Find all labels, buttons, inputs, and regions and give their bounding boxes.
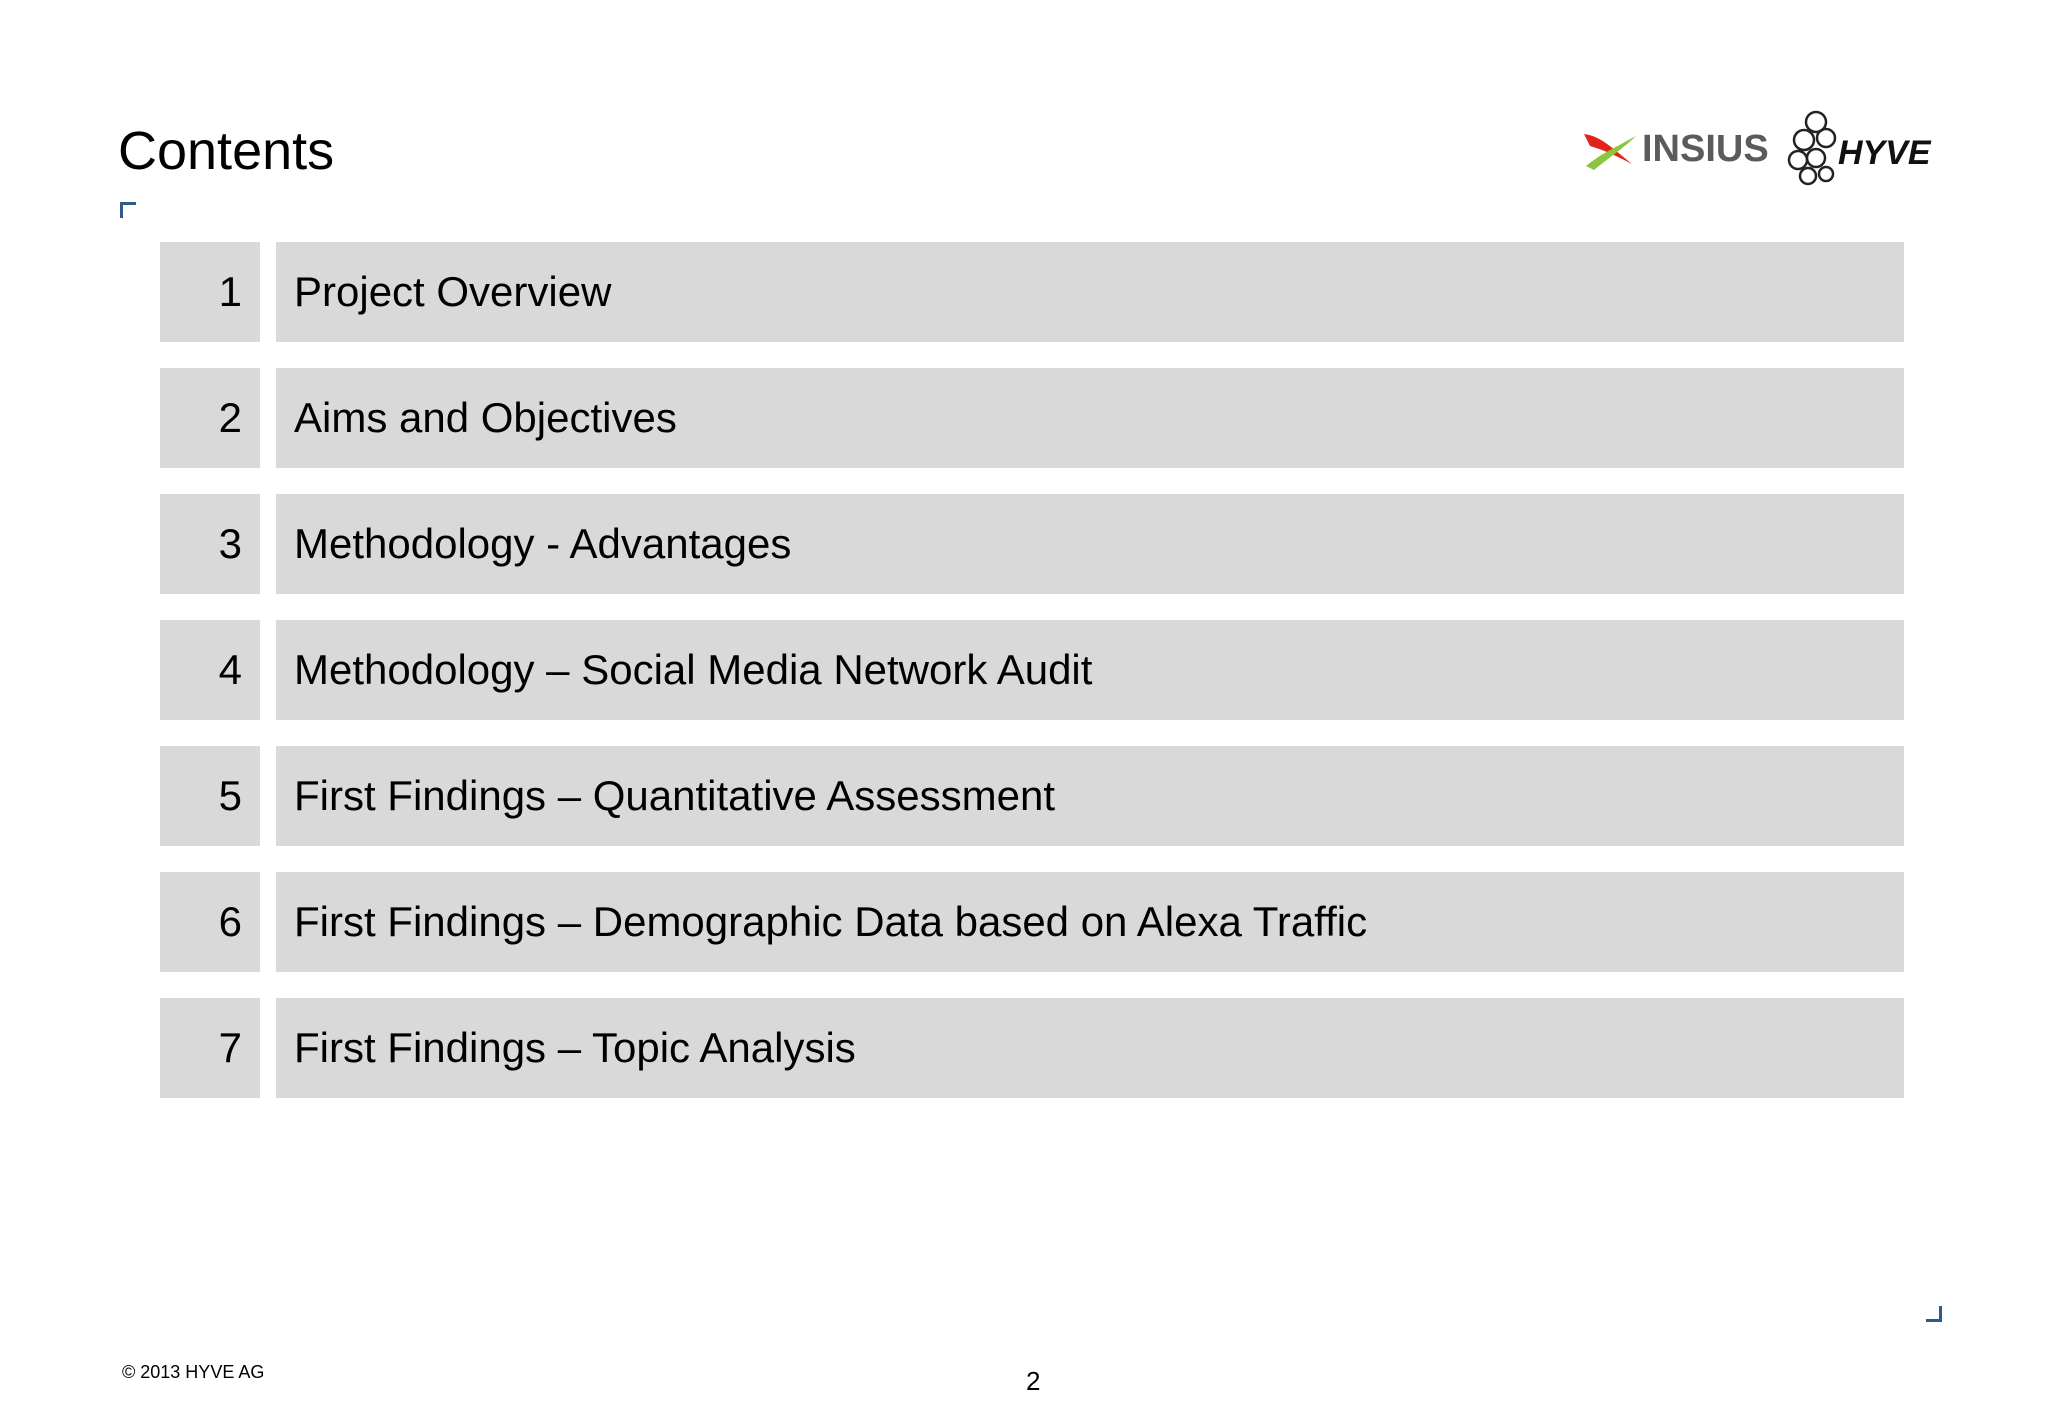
toc-item-label: First Findings – Demographic Data based on Alexa Traffic (294, 898, 1368, 945)
toc-item-label: Methodology – Social Media Network Audit (294, 646, 1093, 693)
toc-item-2[interactable] (160, 368, 1904, 468)
toc-item-label-box (276, 494, 1904, 594)
toc-item-label-box (276, 368, 1904, 468)
page-number: 2 (1026, 1366, 1041, 1396)
corner-mark-bottom-right (1926, 1306, 1942, 1322)
toc-item-6[interactable] (160, 872, 1904, 972)
toc-item-number: 7 (160, 998, 260, 1098)
hyve-hexagon-icon (1786, 108, 1846, 188)
toc-item-label-box (276, 746, 1904, 846)
logo-group (1580, 108, 1950, 188)
toc-item-number: 6 (160, 872, 260, 972)
toc-item-label-box (276, 872, 1904, 972)
hyve-wordmark: HYVE (1838, 134, 1931, 172)
page-title: Contents (118, 121, 335, 181)
toc-item-label-box (276, 242, 1904, 342)
corner-mark-top-left (120, 202, 136, 218)
toc-item-number: 1 (160, 242, 260, 342)
toc-item-number: 3 (160, 494, 260, 594)
toc-item-1[interactable] (160, 242, 1904, 342)
insius-x-icon (1580, 126, 1640, 176)
toc-item-label: First Findings – Quantitative Assessment (294, 772, 1055, 819)
copyright-notice: © 2013 HYVE AG (122, 1362, 265, 1382)
toc-item-number: 5 (160, 746, 260, 846)
toc-item-label-box (276, 620, 1904, 720)
toc-item-3[interactable] (160, 494, 1904, 594)
toc-item-7[interactable] (160, 998, 1904, 1098)
toc-item-label-box (276, 998, 1904, 1098)
toc-item-number: 2 (160, 368, 260, 468)
toc-item-label: Methodology - Advantages (294, 520, 792, 567)
insius-logo (1580, 126, 1769, 176)
hyve-logo (1786, 108, 1950, 188)
toc-item-5[interactable] (160, 746, 1904, 846)
toc-item-4[interactable] (160, 620, 1904, 720)
toc-item-label: Aims and Objectives (294, 394, 677, 441)
toc-item-label: First Findings – Topic Analysis (294, 1024, 856, 1071)
toc-item-label: Project Overview (294, 268, 612, 315)
toc-item-number: 4 (160, 620, 260, 720)
insius-wordmark: INSIUS (1642, 128, 1769, 170)
table-of-contents (160, 242, 1904, 1124)
